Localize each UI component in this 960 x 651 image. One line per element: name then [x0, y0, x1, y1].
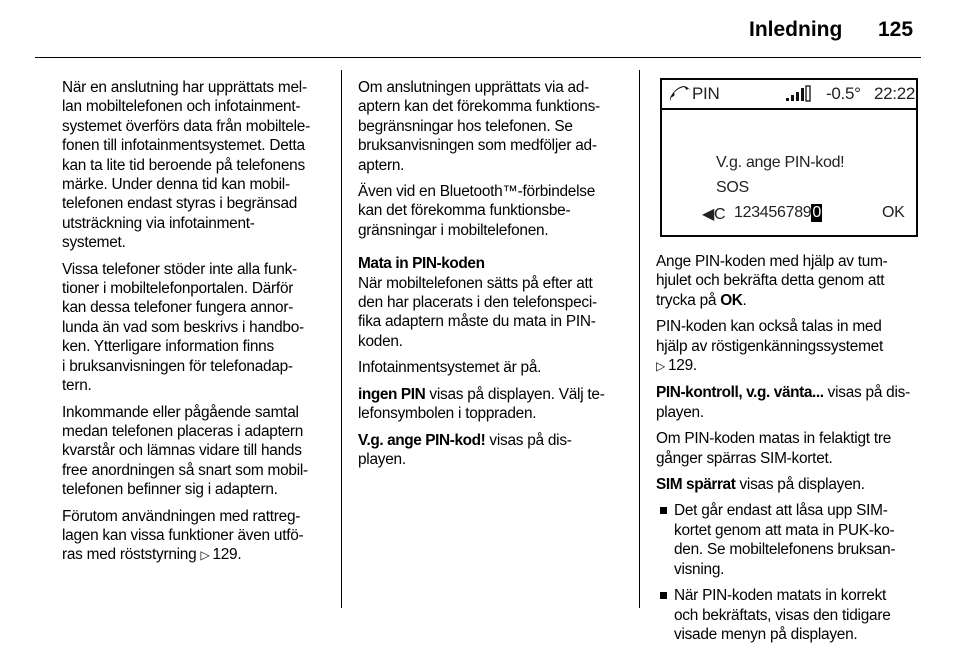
- text-line: och bekräftats, visas den tidigare: [674, 606, 891, 624]
- text-line: den har placerats i den telefonspeci-: [358, 294, 597, 312]
- display-status-bar: [662, 80, 916, 108]
- page-header-title: Inledning: [749, 18, 843, 41]
- text-line: [358, 431, 633, 450]
- text-line: utsträckning via infotainment-: [62, 214, 255, 232]
- handset-icon: [668, 84, 692, 109]
- text-line: systemet.: [62, 234, 126, 252]
- text-line: lefonsymbolen i toppraden.: [358, 405, 537, 423]
- signal-strength-icon: [786, 85, 814, 108]
- text-line: När mobiltelefonen sätts på efter att: [358, 274, 593, 292]
- text-line: free anordningen så snart som mobil-: [62, 461, 308, 479]
- paragraph: [358, 431, 633, 470]
- header-rule: [35, 57, 921, 58]
- text-line: lagen kan vissa funktioner även utfö-: [62, 526, 304, 544]
- clock-readout: 22:22: [874, 84, 916, 103]
- paragraph: [358, 78, 633, 175]
- page-reference-link[interactable]: 129.: [667, 357, 697, 375]
- digit-selector[interactable]: 1234567890: [734, 204, 821, 221]
- pin-prompt: V.g. ange PIN-kod!: [716, 154, 845, 171]
- display-body: [662, 110, 916, 235]
- text-fragment: ras med röststyrning: [62, 546, 197, 564]
- text-line: lunda än vad som beskrivs i handbo-: [62, 318, 304, 336]
- text-line: begränsningar hos telefonen. Se: [358, 117, 573, 135]
- text-line: kvarstår och lämnas vidare till hands: [62, 442, 302, 460]
- text-line: kan det förekomma funktionsbe-: [358, 202, 571, 220]
- text-line: gånger spärras SIM-kortet.: [656, 449, 833, 467]
- column-divider-2: [639, 70, 640, 608]
- text-line: systemet överförs data från mobiltele-: [62, 117, 310, 135]
- text-line: kan ta lite tid beroende på telefonens: [62, 156, 305, 174]
- ok-label: OK: [720, 291, 743, 309]
- paragraph: [358, 385, 633, 424]
- text-line: gränsningar i mobiltelefonen.: [358, 221, 549, 239]
- text-line: märke. Under denna tid kan mobil-: [62, 176, 290, 194]
- column-1: [62, 78, 332, 573]
- paragraph: [62, 78, 332, 253]
- text-fragment: visas på displayen.: [735, 476, 865, 494]
- text-fragment: visas på displayen. Välj te-: [425, 385, 605, 403]
- text-line: lan mobiltelefonen och infotainment-: [62, 98, 301, 116]
- text-line: kan dessa telefoner fungera annor-: [62, 299, 294, 317]
- page-number: 125: [878, 18, 914, 41]
- bullet-item: [656, 586, 956, 644]
- text-line: Även vid en Bluetooth™-förbindelse: [358, 183, 596, 201]
- backspace-icon[interactable]: ◀C: [702, 206, 726, 223]
- paragraph: [656, 317, 956, 376]
- text-line: fonen till infotainmentsystemet. Detta: [62, 137, 305, 155]
- text-line: Om anslutningen upprättats via ad-: [358, 79, 590, 96]
- text-line: telefonen befinner sig i adaptern.: [62, 481, 278, 499]
- text-line: kortet genom att mata in PUK-ko-: [674, 521, 895, 539]
- text-line: koden.: [358, 332, 403, 350]
- text-fragment: .: [742, 291, 747, 309]
- text-line: tioner i mobiltelefonportalen. Därför: [62, 280, 294, 298]
- column-divider-1: [341, 70, 342, 608]
- ok-button[interactable]: OK: [882, 204, 905, 221]
- page-reference-link[interactable]: 129.: [212, 546, 242, 564]
- text-line: aptern.: [358, 156, 405, 174]
- page-reference-icon: ▷: [656, 359, 665, 374]
- selected-digit: 0: [812, 204, 821, 221]
- bullet-square-icon: [660, 507, 667, 514]
- text-line: Förutom användningen med rattreg-: [62, 507, 301, 525]
- paragraph: [62, 403, 332, 500]
- paragraph: [656, 252, 956, 310]
- text-line: Det går endast att låsa upp SIM-: [674, 502, 888, 520]
- paragraph: [656, 429, 956, 468]
- paragraph: [656, 475, 956, 494]
- text-line: playen.: [656, 403, 704, 421]
- display-message: V.g. ange PIN-kod!: [358, 431, 486, 449]
- paragraph: [656, 383, 956, 422]
- text-line: [656, 475, 956, 494]
- paragraph: [62, 507, 332, 566]
- paragraph: [62, 260, 332, 396]
- sos-option[interactable]: SOS: [716, 179, 749, 196]
- text-fragment: visas på dis-: [485, 431, 572, 449]
- page-reference-icon: ▷: [200, 548, 210, 563]
- text-line: visade menyn på displayen.: [674, 625, 858, 643]
- bullet-item: [656, 501, 956, 579]
- text-line: [656, 383, 956, 402]
- temperature-readout: -0.5°: [826, 84, 861, 103]
- text-line: playen.: [358, 450, 406, 468]
- bullet-square-icon: [660, 592, 667, 599]
- text-fragment: trycka på: [656, 291, 721, 309]
- text-line: Ange PIN-koden med hjälp av tum-: [656, 253, 888, 270]
- text-line: [656, 291, 956, 310]
- paragraph: [358, 358, 633, 377]
- display-message: PIN-kontroll, v.g. vänta...: [656, 384, 824, 402]
- text-line: tern.: [62, 377, 92, 395]
- text-line: Infotainmentsystemet är på.: [358, 359, 542, 377]
- text-line: hjulet och bekräfta detta genom att: [656, 272, 885, 290]
- column-3: [656, 252, 956, 651]
- section-heading: Mata in PIN-koden: [358, 255, 485, 273]
- paragraph: [358, 182, 633, 240]
- text-line: ken. Ytterligare information finns: [62, 338, 274, 356]
- text-fragment: visas på dis-: [823, 384, 910, 402]
- pin-entry-display: [660, 78, 918, 237]
- text-line: Vissa telefoner stöder inte alla funk-: [62, 260, 297, 278]
- text-line: [656, 356, 956, 376]
- text-line: bruksanvisningen som medföljer ad-: [358, 137, 597, 155]
- display-title: PIN: [692, 84, 720, 103]
- text-line: När PIN-koden matats in korrekt: [674, 587, 887, 605]
- paragraph: [358, 254, 633, 351]
- text-line: fika adaptern måste du mata in PIN-: [358, 313, 596, 331]
- text-line: telefonen endast styras i begränsad: [62, 195, 298, 213]
- text-line: PIN-koden kan också talas in med: [656, 318, 882, 336]
- column-2: [358, 78, 633, 476]
- text-line: hjälp av röstigenkänningssystemet: [656, 337, 884, 355]
- text-line: visning.: [674, 560, 725, 578]
- text-line: Inkommande eller pågående samtal: [62, 403, 299, 421]
- text-line: När en anslutning har upprättats mel-: [62, 79, 307, 96]
- text-line: aptern kan det förekomma funktions-: [358, 98, 600, 116]
- text-line: [62, 545, 332, 565]
- text-line: den. Se mobiltelefonens bruksan-: [674, 541, 896, 559]
- text-line: medan telefonen placeras i adaptern: [62, 422, 304, 440]
- text-line: [358, 385, 633, 404]
- display-message: SIM spärrat: [656, 476, 736, 494]
- display-message: ingen PIN: [358, 385, 426, 403]
- text-line: i bruksanvisningen för telefonadap-: [62, 357, 293, 375]
- text-line: Om PIN-koden matas in felaktigt tre: [656, 430, 892, 448]
